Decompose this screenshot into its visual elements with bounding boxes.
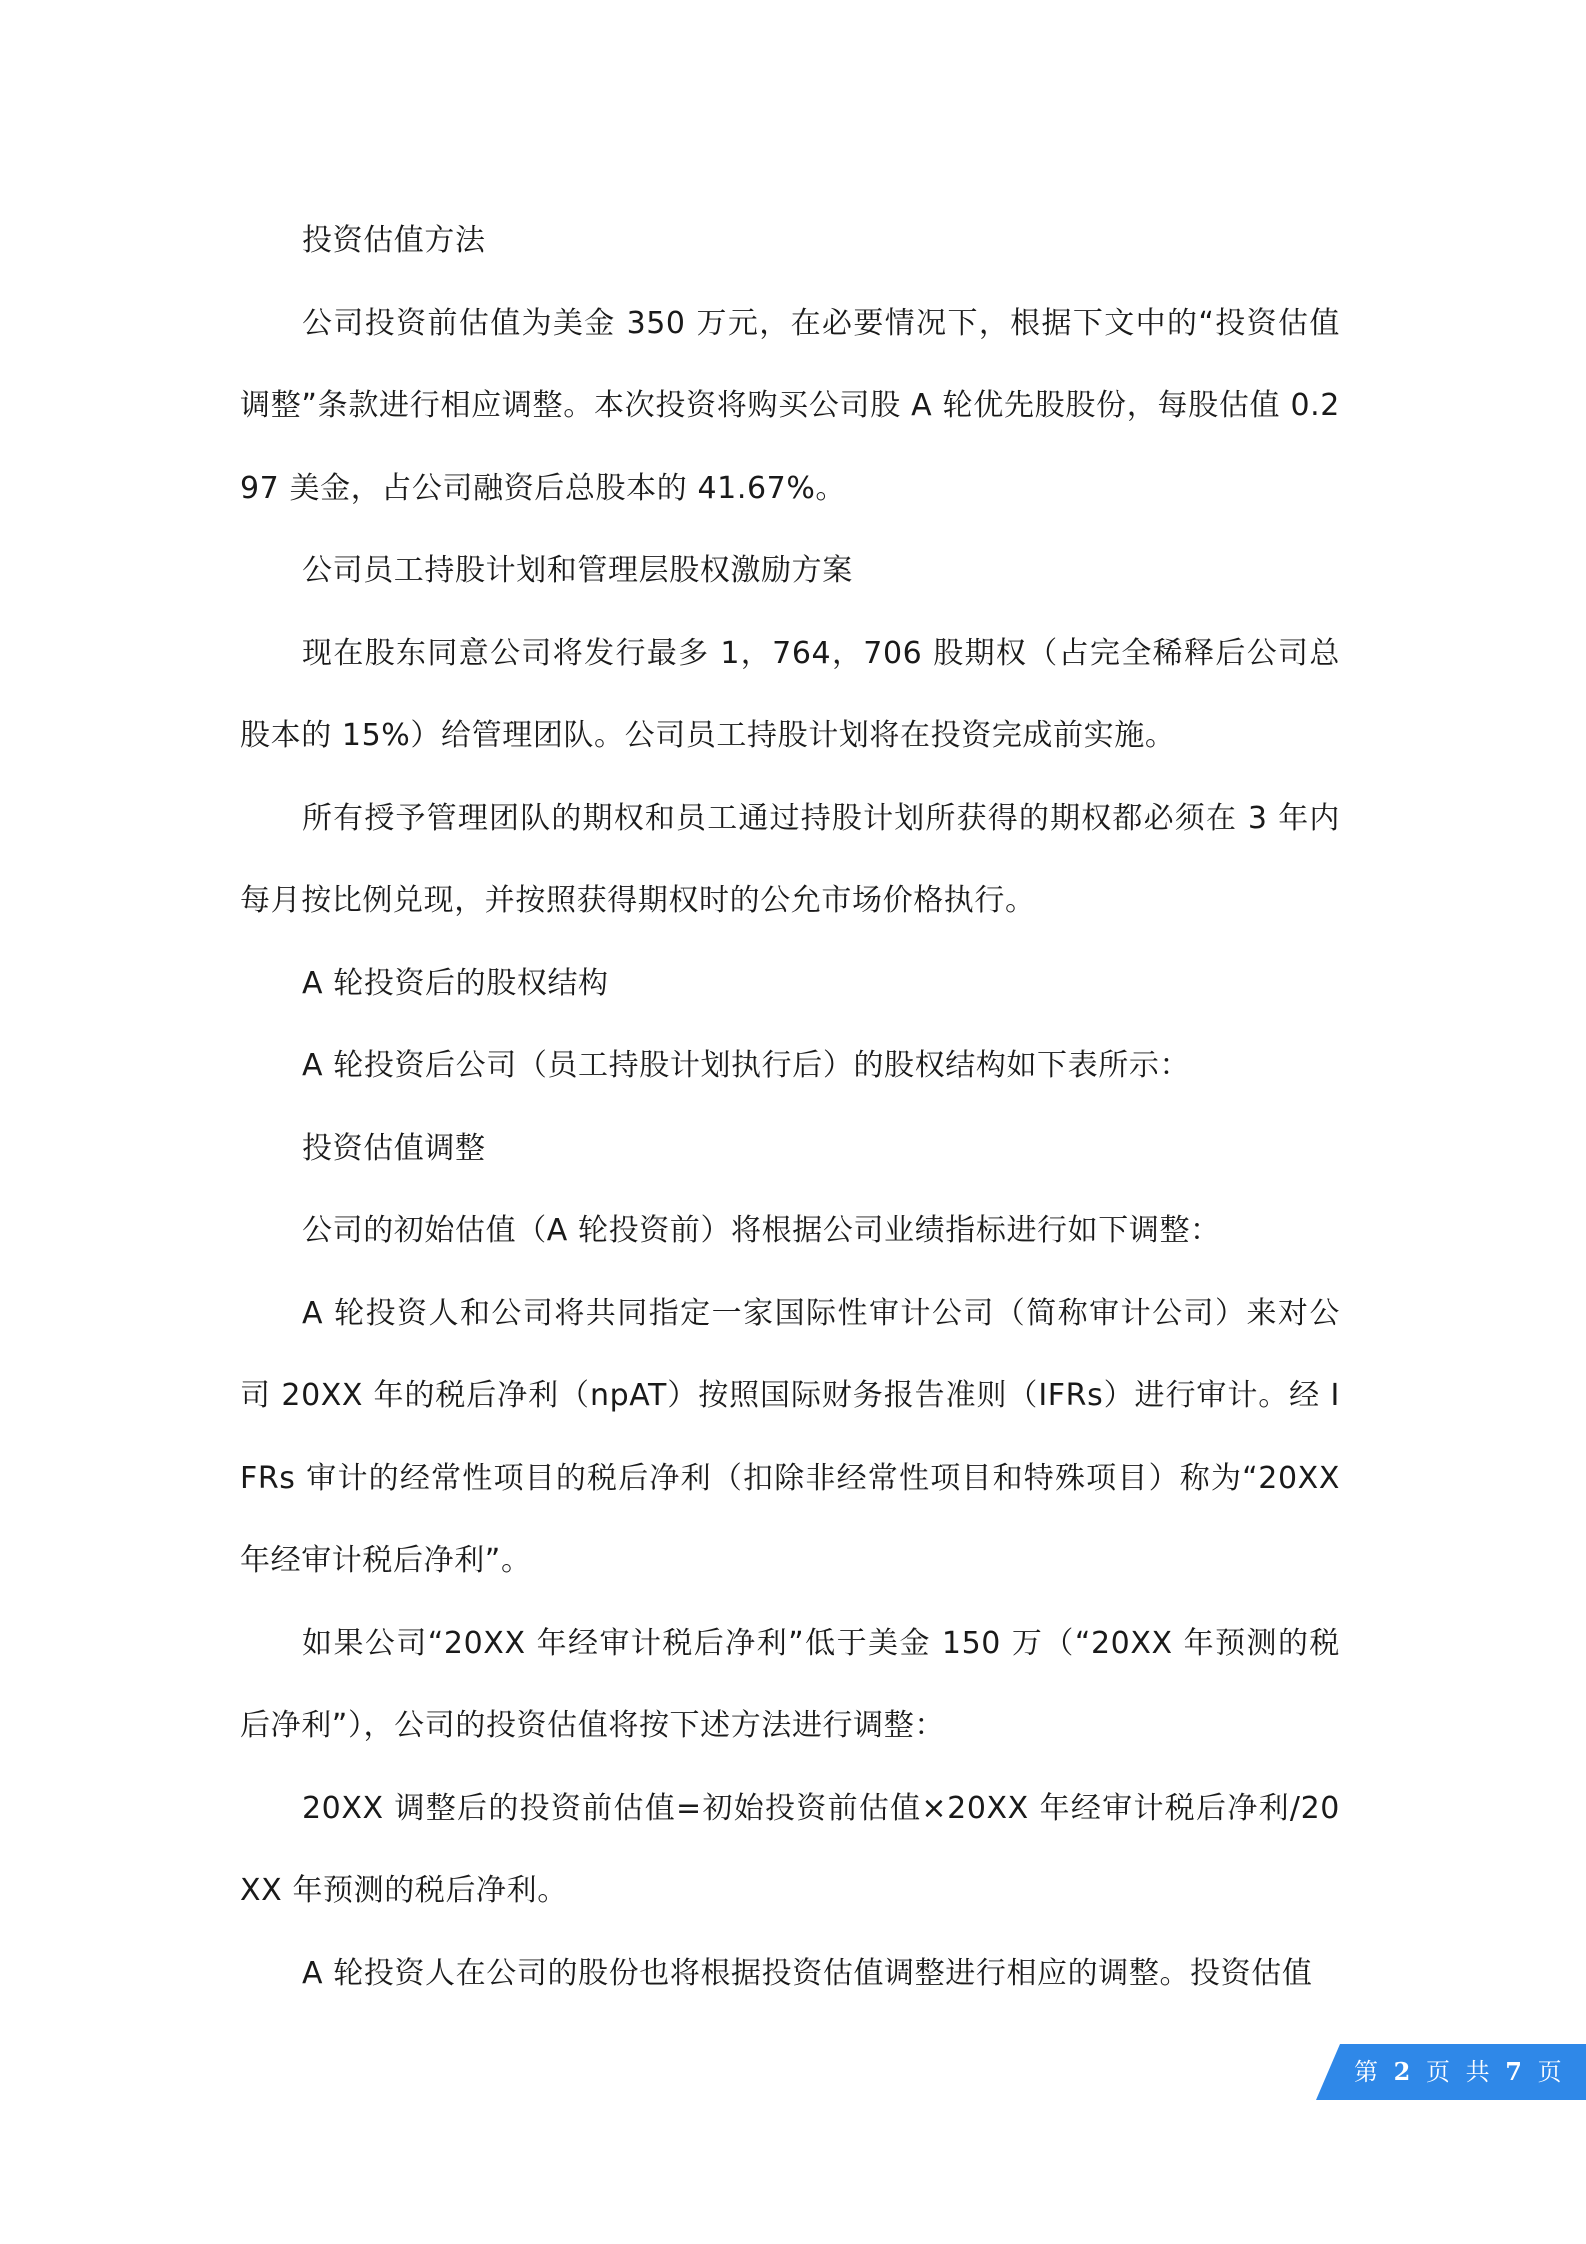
page-middle-text: 页 共 [1425,2058,1494,2086]
section-heading-cap-table: A 轮投资后的股权结构 [302,965,609,1001]
page-suffix: 页 [1537,2058,1566,2086]
section-heading-valuation-adjustment: 投资估值调整 [302,1130,486,1166]
page-number-label [1354,2050,1566,2094]
current-page-number: 2 [1393,2057,1415,2086]
paragraph-pre-money-valuation: 公司投资前估值为美金 350 万元，在必要情况下，根据下文中的“投资估值调整”条款进行相应调整。本次投资将购买公司股 A 轮优先股股份，每股估值 0.297 美金，占公司融资后总股本的 41.67%。 [240,305,1340,506]
section-heading-esop: 公司员工持股计划和管理层股权激励方案 [302,553,853,588]
paragraph-option-issuance: 现在股东同意公司将发行最多 1，764，706 股期权（占完全稀释后公司总股本的 15%）给管理团队。公司员工持股计划将在投资完成前实施。 [240,635,1340,753]
paragraph-vesting: 所有授予管理团队的期权和员工通过持股计划所获得的期权都必须在 3 年内每月按比例兑现，并按照获得期权时的公允市场价格执行。 [240,800,1340,918]
paragraph-audit: A 轮投资人和公司将共同指定一家国际性审计公司（简称审计公司）来对公司 20XX 年的税后净利（npAT）按照国际财务报告准则（IFRs）进行审计。经 IFRs 审计的经常性项目的税后净利（扣除非经常性项目和特殊项目）称为“20XX 年经审计税后净利”。 [240,1295,1340,1578]
section-heading-valuation-method: 投资估值方法 [302,223,486,258]
page-prefix: 第 [1354,2058,1382,2086]
document-body [240,200,1340,2015]
paragraph-adjustment-intro: 公司的初始估值（A 轮投资前）将根据公司业绩指标进行如下调整： [302,1213,1221,1248]
paragraph-adjustment-formula: 20XX 调整后的投资前估值=初始投资前估值×20XX 年经审计税后净利/20XX 年预测的税后净利。 [240,1790,1340,1908]
paragraph-cap-table-intro: A 轮投资后公司（员工持股计划执行后）的股权结构如下表所示： [302,1048,1191,1083]
total-pages-number: 7 [1505,2057,1526,2086]
paragraph-npat-threshold: 如果公司“20XX 年经审计税后净利”低于美金 150 万（“20XX 年预测的税后净利”），公司的投资估值将按下述方法进行调整： [240,1625,1340,1743]
paragraph-share-adjustment: A 轮投资人在公司的股份也将根据投资估值调整进行相应的调整。投资估值 [302,1955,1313,1991]
